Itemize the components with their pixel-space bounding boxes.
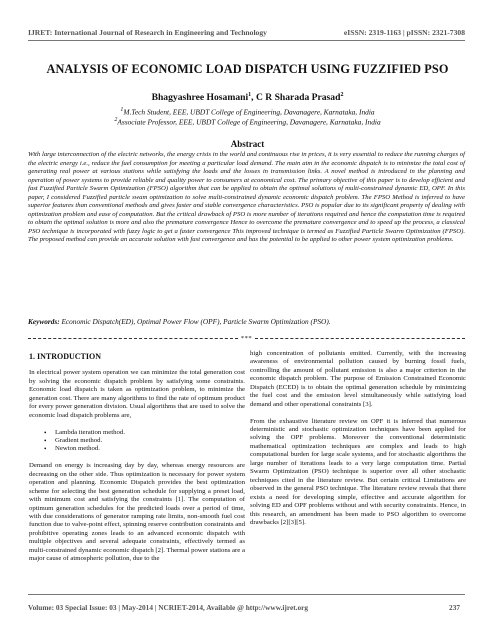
intro-paragraph-4: From the exhaustive literature review on OPF it is inferred that numerous deterministic and stochastic optimization techniques have been applied for solving the OPF problems. Moreover the conventional deterministic mathematical optimization techniques are complex and leads to high computational burden for large scale systems, and for stochastic algorithms the large number of iterations leads to a very large computation time. Partial Swarm Optimization (PSO) technique is superior over all other stochastic techniques cited in the literature review. But certain critical Limitations are observed in the general PSO technique. The literature review reveals that there exists a need for developing simple, effective and accurate algorithm for solving ED and OPF problems without and with security constraints. Hence, in this research, an amendment has been made to PSO algorithm to overcome drawbacks [2][3][5]. bbox=[250, 417, 466, 526]
affiliation-1 bbox=[0, 107, 495, 116]
keywords-label: Keywords: bbox=[28, 317, 60, 326]
affiliation-1-sup: 1 bbox=[120, 107, 124, 113]
author-1-sup: 1 bbox=[248, 92, 252, 98]
separator-stars: *** bbox=[240, 334, 253, 342]
footer-citation: Volume: 03 Special Issue: 03 | May-2014 | NCRIET-2014, Available @ http://www.ijret.org bbox=[28, 603, 308, 612]
methods-list bbox=[29, 429, 245, 454]
affiliation-2-sup: 2 bbox=[114, 117, 118, 123]
journal-name: IJRET: International Journal of Research in Engineering and Technology bbox=[28, 28, 267, 37]
intro-paragraph-2: Demand on energy is increasing day by day, whereas energy resources are decreasing on the other side. Thus optimization is necessary for power system operation and planning. Economic Dispatch provides the best optimization scheme for selecting the best generation schedule for supplying a preset load, with minimum cost and satisfying the constraints [1]. The computation of optimum generation schedules for the predicted loads over a period of time, with due considerations of generator ramping rate limits, non-smooth fuel cost function due to valve-point effect, spinning reserve contribution constraints and prohibitive operating zones leads to an advanced economic dispatch with multiple objectives and several adequate constraints, effectively termed as multi-constrained dynamic economic dispatch [2]. Thermal power stations are a major cause of atmospheric pollution, due to the bbox=[29, 462, 245, 563]
intro-paragraph-1: In electrical power system operation we can minimize the total generation cost by solving the economic dispatch problem by satisfying some constraints. Economic load dispatch is taken as optimization problem, to minimize the generation cost. There are many algorithms to find the rate of optimum product for every power generation division. Usual algorithms that are used to solve the economic load dispatch problems are, bbox=[29, 369, 245, 419]
author-2-sup: 2 bbox=[340, 92, 344, 98]
keywords bbox=[28, 317, 465, 326]
list-item: • Gradient method. bbox=[55, 437, 245, 445]
journal-issn: eISSN: 2319-1163 | pISSN: 2321-7308 bbox=[343, 28, 465, 37]
right-column bbox=[250, 350, 466, 536]
journal-header bbox=[28, 28, 465, 37]
footer-rule bbox=[28, 594, 465, 595]
page-number: 237 bbox=[449, 603, 460, 612]
intro-paragraph-3: high concentration of pollutants emitted. Currently, with the increasing awareness of environmental pollution caused by burning fossil fuels, controlling the amount of pollutant emission is also a major criterion in the economic dispatch problem. The purpose of Emission Constrained Economic Dispatch (ECED) is to obtain the optimal generation schedule by minimizing the fuel cost and the emission level simultaneously while satisfying load demand and other operational constraints [3]. bbox=[250, 350, 466, 408]
affiliation-2 bbox=[0, 117, 495, 126]
affiliation-1-text: M.Tech Student, EEE, UBDT College of Engineering, Davanagere, Karnataka, India bbox=[123, 107, 375, 117]
paper-title: ANALYSIS OF ECONOMIC LOAD DISPATCH USING FUZZIFIED PSO bbox=[46, 62, 449, 76]
header-rule bbox=[28, 40, 465, 41]
author-1: Bhagyashree Hosamani bbox=[151, 92, 249, 104]
list-item: • Lambda iteration method. bbox=[55, 429, 245, 437]
list-item: • Newton method. bbox=[55, 445, 245, 453]
abstract-text: With large interconnection of the electric networks, the energy crisis in the world and continuous rise in prices, it is very essential to reduce the running charges of the electric energy i.e., reduce the fuel consumption for meeting a particular load demand. The main aim in the economic dispatch is to minimize the total cost of generating real power at various stations while satisfying the loads and the losses in transmission links. A novel method is introduced in the planning and operation of power systems to provide reliable and quality power to consumers at economical cost. The primary objective of this paper is to develop efficient and fast Fuzzified Particle Swarm Optimization (FPSO) algorithm that can be applied to obtain the optimal solutions of multi-constrained dynamic ED, OPF. In this paper, I considered Fuzzified particle swam optimization to solve multi-constrained dynamic economic dispatch problem. The FPSO Method is inferred to have superior features than conventional methods and gives faster and stable convergence characteristics. PSO is popular due to its significant property of dealing with optimization problem and ease of computation. But the critical drawback of PSO is more number of iterations required and hence the computation time is required to obtain the optimal solution is more and also the premature convergence Hence to overcome the premature convergence and to speed up the process, a classical PSO technique is incorporated with fuzzy logic to get a faster convergence This improved technique is termed as Fuzzified Particle Swarm Optimization (FPSO). The proposed method can provide an accurate solution with fast convergence and has the potential to be applied to other power system optimization problems. bbox=[28, 151, 465, 244]
section-separator bbox=[28, 334, 465, 342]
left-column bbox=[29, 350, 245, 572]
page-footer bbox=[28, 603, 460, 612]
separator-line-left bbox=[28, 338, 238, 339]
affiliation-2-text: Associate Professor, EEE, UBDT College of Engineering, Davanagere, Karnataka, India bbox=[117, 117, 381, 127]
author-line bbox=[0, 92, 495, 103]
abstract-heading: Abstract bbox=[230, 139, 265, 149]
section-heading: 1. INTRODUCTION bbox=[29, 352, 102, 361]
author-2: , C R Sharada Prasad bbox=[251, 92, 341, 104]
separator-line-right bbox=[255, 338, 465, 339]
keywords-text: Economic Dispatch(ED), Optimal Power Flow (OPF), Particle Swarm Optimization (PSO). bbox=[59, 317, 331, 326]
